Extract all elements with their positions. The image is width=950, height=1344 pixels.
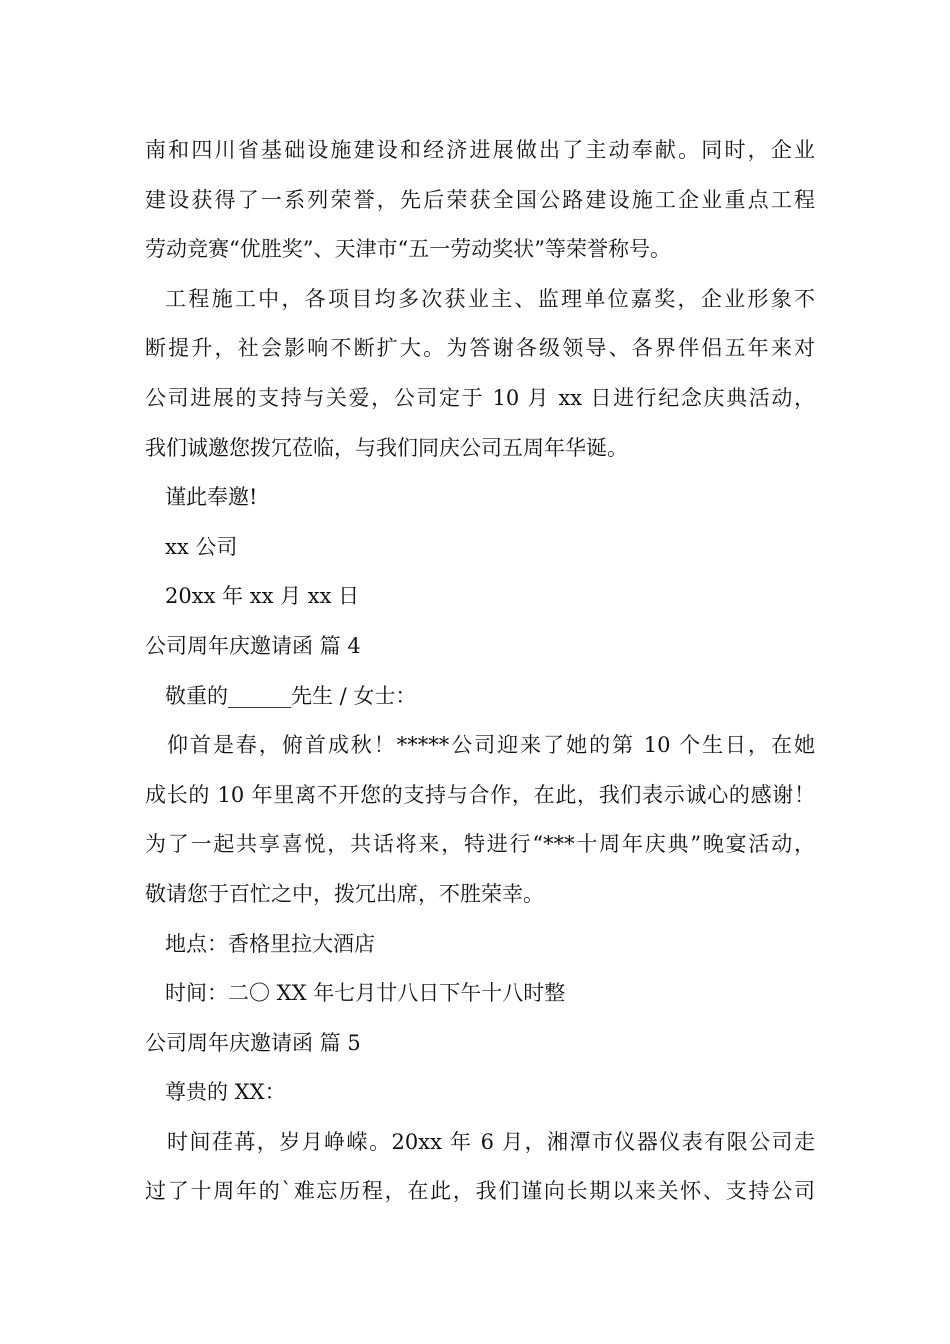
salutation: 敬重的______先生 / 女士： <box>165 683 417 708</box>
document-body <box>145 126 815 1217</box>
paragraph-line: 公司进展的支持与关爱，公司定于 10 月 xx 日进行纪念庆典活动， <box>145 385 815 410</box>
signature-date: 20xx 年 xx 月 xx 日 <box>165 584 360 609</box>
paragraph-line: 成长的 10 年里离不开您的支持与合作，在此，我们表示诚心的感谢！ <box>145 782 815 807</box>
paragraph-line: 断提升，社会影响不断扩大。为答谢各级领导、各界伴侣五年来对 <box>145 336 815 361</box>
paragraph-line: 南和四川省基础设施建设和经济进展做出了主动奉献。同时，企业 <box>145 138 815 162</box>
paragraph-line: 工程施工中，各项目均多次获业主、监理单位嘉奖，企业形象不 <box>165 286 815 311</box>
section-heading: 公司周年庆邀请函 篇 5 <box>145 1030 361 1055</box>
paragraph-line: 劳动竞赛“优胜奖”、天津市“五一劳动奖状”等荣誉称号。 <box>145 237 671 262</box>
salutation: 尊贵的 XX： <box>165 1080 286 1105</box>
paragraph-line: 建设获得了一系列荣誉，先后荣获全国公路建设施工企业重点工程 <box>145 187 815 212</box>
signature-company: xx 公司 <box>165 534 238 559</box>
paragraph-line: 为了一起共享喜悦，共话将来，特进行“***十周年庆典”晚宴活动， <box>145 832 815 857</box>
paragraph-line: 过了十周年的`难忘历程，在此，我们谨向长期以来关怀、支持公司 <box>145 1179 815 1204</box>
event-location: 地点：香格里拉大酒店 <box>165 931 375 956</box>
event-time: 时间：二〇 XX 年七月廿八日下午十八时整 <box>165 981 566 1006</box>
section-heading: 公司周年庆邀请函 篇 4 <box>145 633 361 658</box>
paragraph-line: 敬请您于百忙之中，拨冗出席，不胜荣幸。 <box>145 881 544 906</box>
closing-line: 谨此奉邀! <box>165 485 258 510</box>
paragraph-line: 仰首是春，俯首成秋！*****公司迎来了她的第 10 个生日，在她 <box>167 733 815 758</box>
paragraph-line: 时间荏苒，岁月峥嵘。20xx 年 6 月，湘潭市仪器仪表有限公司走 <box>167 1129 815 1154</box>
paragraph-line: 我们诚邀您拨冗莅临，与我们同庆公司五周年华诞。 <box>145 435 628 460</box>
